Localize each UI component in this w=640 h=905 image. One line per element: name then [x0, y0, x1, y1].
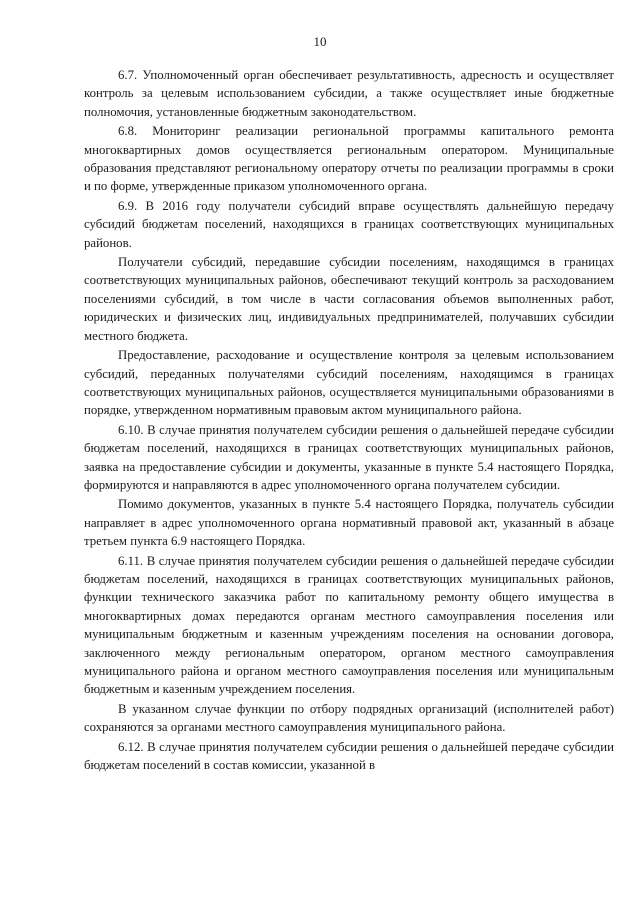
paragraph-6-9-recipients: Получатели субсидий, передавшие субсидии поселениям, находящимся в границах соответствующих муниципальных районов, обеспечивают текущий контроль за расходованием поселениями субсидий, в том числе в части согласования объемов выполненных работ, юридических и физических лиц, индивидуальных предпринимателей, получавших субсидии местного бюджета.: [84, 255, 614, 343]
paragraph-6-9: 6.9. В 2016 году получатели субсидий вправе осуществлять дальнейшую передачу субсидий бюджетам поселений, находящихся в границах соответствующих муниципальных районов.: [84, 198, 614, 250]
paragraph-6-11: 6.11. В случае принятия получателем субсидии решения о дальнейшей передаче субсидии бюджетам поселений, находящихся в границах соответствующих муниципальных районов, функции технического заказчика работ по капитальному ремонту общего имущества в многоквартирных домах передаются органам местного самоуправления поселения или муниципальным бюджетным и казенным учреждениям поселения на основании договора, заключенного между региональным оператором, органом местного самоуправления муниципального района и органом местного самоуправления поселения или муниципальным бюджетным и казенным учреждением поселения.: [84, 553, 614, 697]
paragraph-6-10-documents: Помимо документов, указанных в пункте 5.4 настоящего Порядка, получатель субсидии направляет в адрес уполномоченного органа нормативный правовой акт, указанный в абзаце третьем пункта 6.9 настоящего Порядка.: [84, 497, 614, 549]
page-number: 10: [313, 34, 327, 49]
paragraph-6-9-provision: Предоставление, расходование и осуществление контроля за целевым использованием субсидий, переданных получателями субсидий поселениям, находящимся в границах соответствующих муниципальных районов, осуществляется муниципальными образованиями в порядке, утвержденном нормативным правовым актом муниципального района.: [84, 348, 614, 418]
paragraph-6-12: 6.12. В случае принятия получателем субсидии решения о дальнейшей передаче субсидии бюджетам поселений в состав комиссии, указанной в: [84, 739, 614, 773]
paragraph-6-10: 6.10. В случае принятия получателем субсидии решения о дальнейшей передаче субсидии бюджетам поселений, находящихся в границах соответствующих муниципальных районов, заявка на предоставление субсидии и документы, указанные в пункте 5.4 настоящего Порядка, формируются и направляются в адрес уполномоченного органа получателем субсидии.: [84, 422, 614, 492]
paragraph-6-7: 6.7. Уполномоченный орган обеспечивает результативность, адресность и осуществляет контроль за целевым использованием субсидии, а также осуществляет иные бюджетные полномочия, установленные бюджетным законодательством.: [84, 68, 614, 119]
paragraph-6-11-selection: В указанном случае функции по отбору подрядных организаций (исполнителей работ) сохраняются за органами местного самоуправления муниципального района.: [84, 701, 614, 735]
document-body: [84, 66, 614, 774]
paragraph-6-8: 6.8. Мониторинг реализации региональной программы капитального ремонта многоквартирных домов осуществляется региональным оператором. Муниципальные образования представляют региональному оператору отчеты по реализации программы в сроки и по форме, утвержденные приказом уполномоченного органа.: [84, 124, 614, 194]
